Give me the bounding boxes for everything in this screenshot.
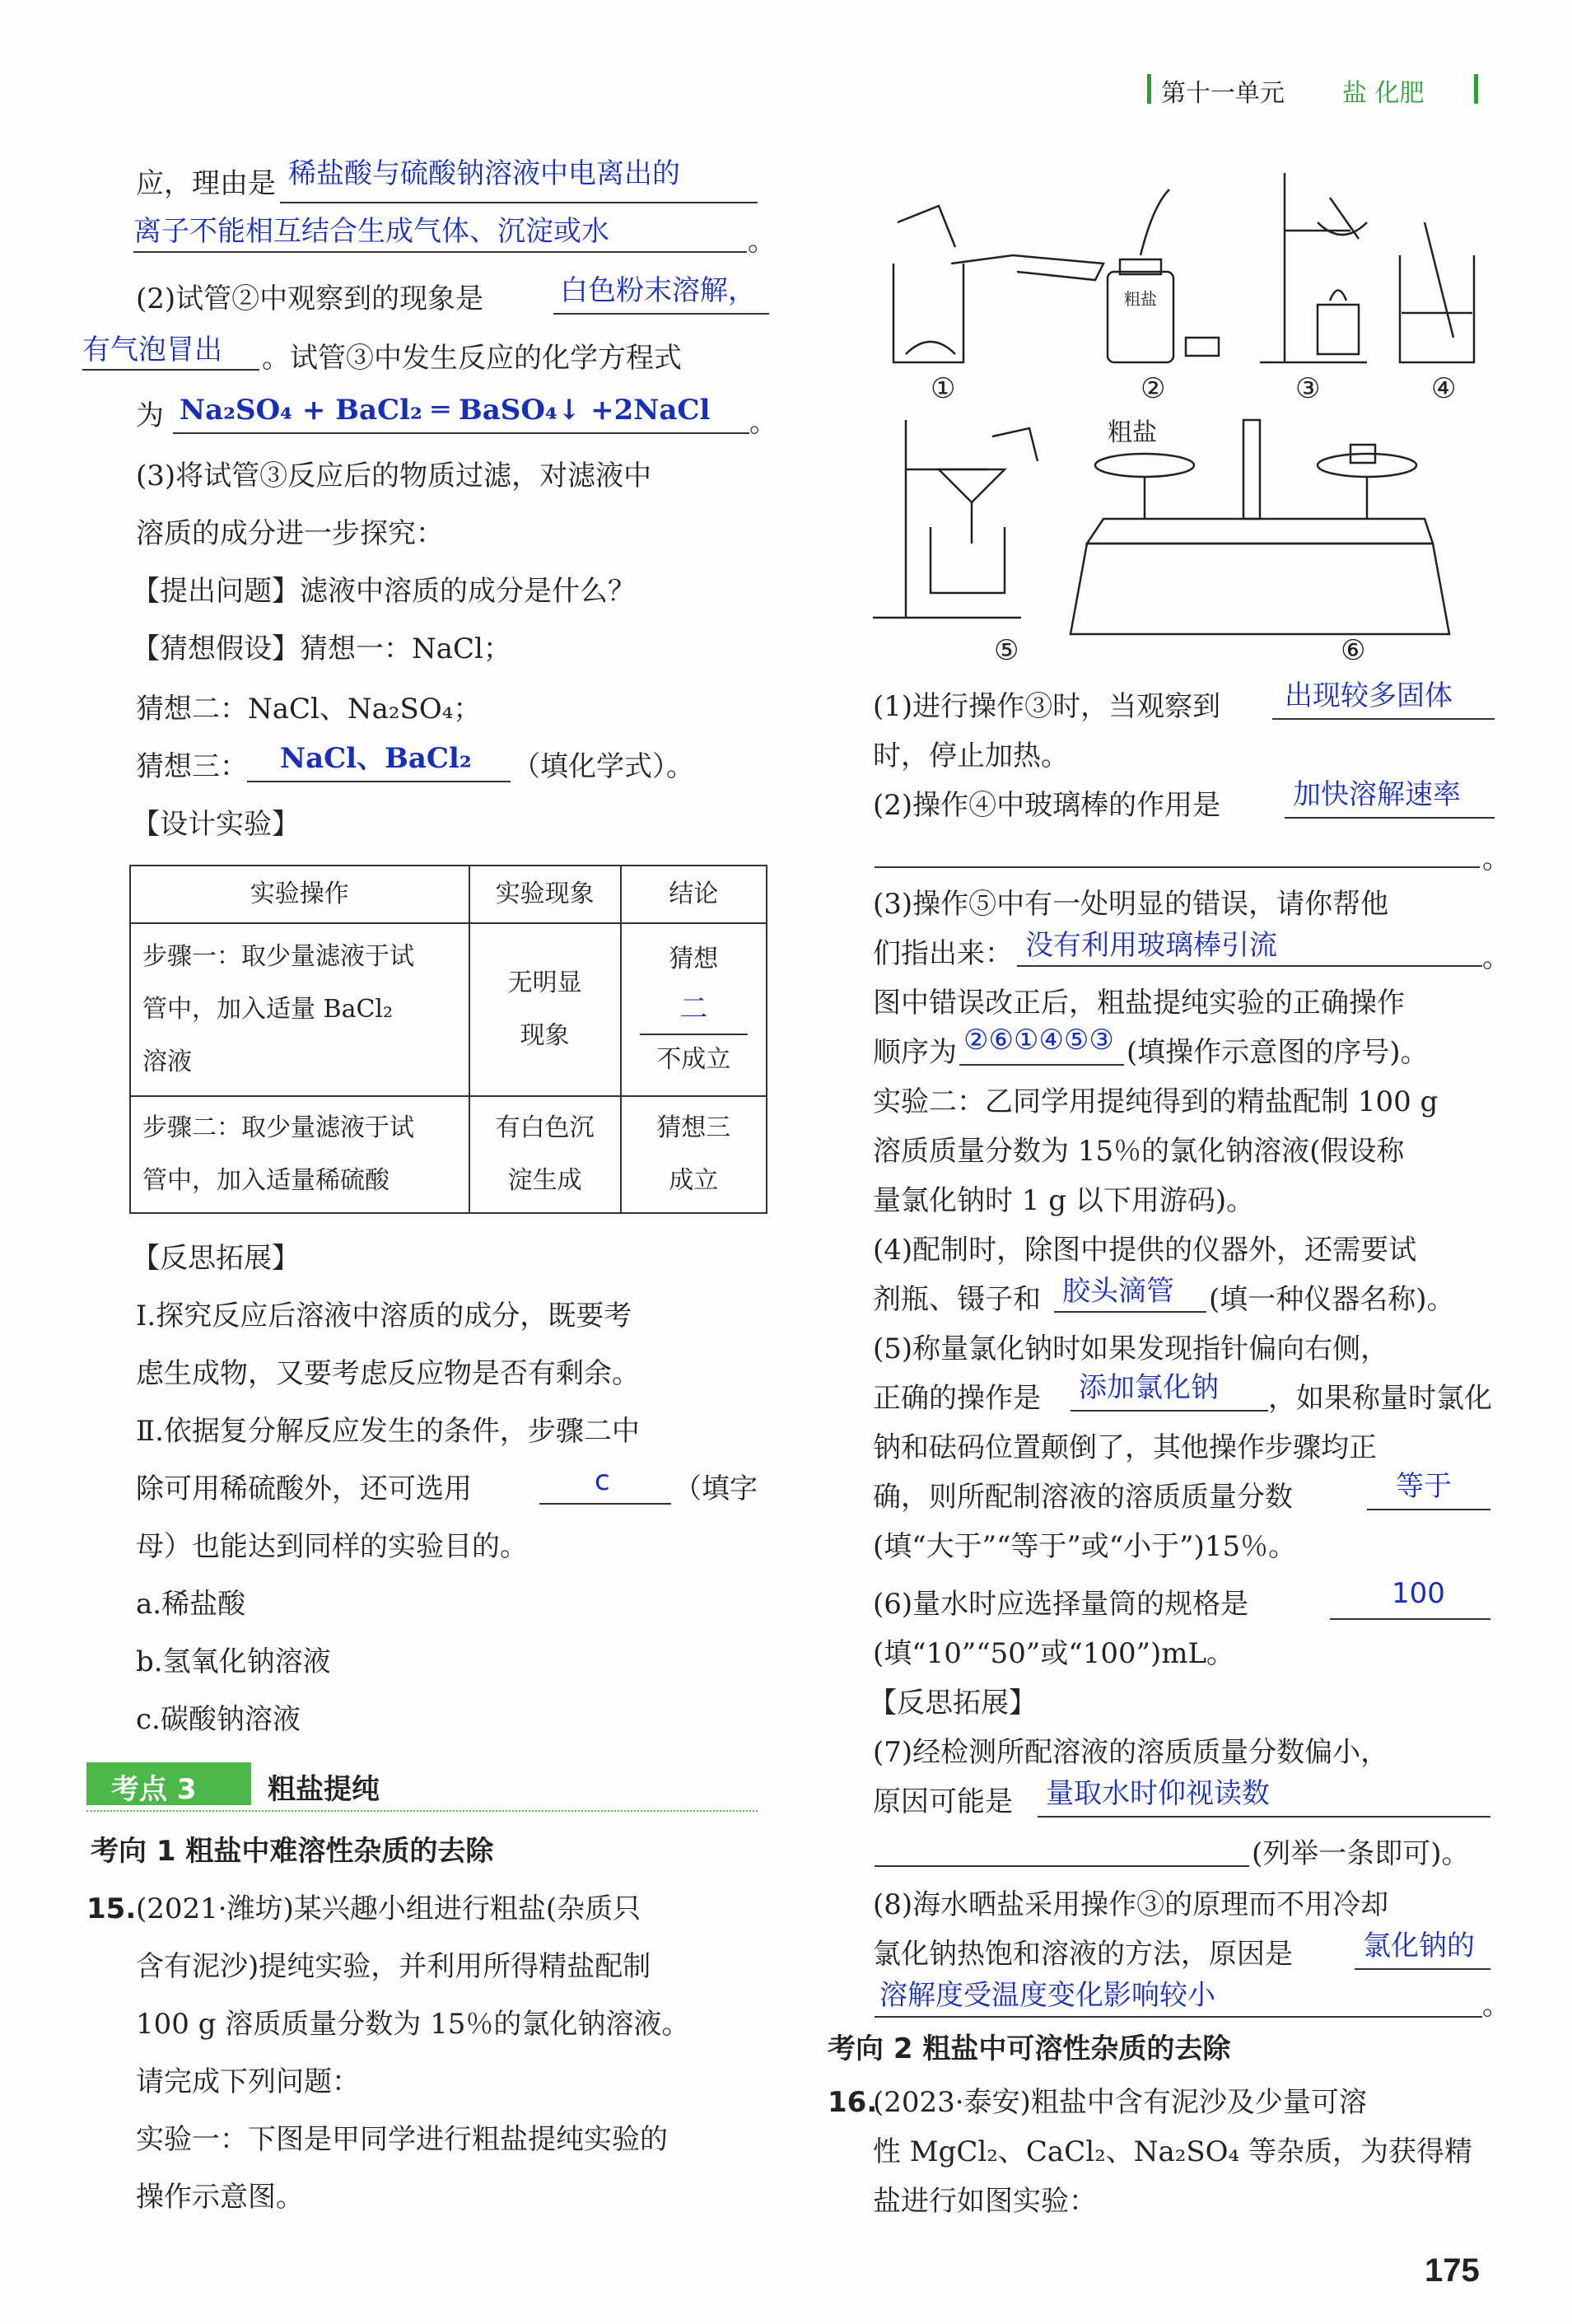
row1-obs1: 无明显 (507, 968, 582, 997)
bottle-label: 粗盐 (1124, 289, 1157, 309)
kaodian-divider (86, 1810, 758, 1812)
p5-line1: (5)称量氯化钠时如果发现指针偏向右侧， (873, 1332, 1389, 1365)
q15-line3: 100 g 溶质质量分数为 15％的氯化钠溶液。 (136, 2008, 690, 2041)
p1-line2: 时，停止加热。 (873, 740, 1069, 772)
hyp3-underline (247, 781, 511, 782)
q16-line2: 性 MgCl₂、CaCl₂、Na₂SO₄ 等杂质，为获得精 (873, 2135, 1472, 2168)
unit-label: 第十一单元 (1161, 79, 1285, 108)
p7-line3: (列举一条即可)。 (1252, 1837, 1470, 1870)
p5-line5: (填“大于”“等于”或“小于”)15％。 (873, 1530, 1297, 1563)
p1-prefix: (1)进行操作③时，当观察到 (873, 690, 1221, 723)
p5-underline (1071, 1410, 1268, 1412)
q2-equation: Na₂SO₄ + BaCl₂ ═ BaSO₄↓ +2NaCl (180, 394, 711, 427)
e2-line1: 实验二：乙同学用提纯得到的精盐配制 100 g (873, 1085, 1439, 1118)
page-number: 175 (1425, 2252, 1480, 2289)
p5-line4-prefix: 确，则所配制溶液的溶质质量分数 (873, 1481, 1293, 1514)
p3-underline (1017, 965, 1482, 967)
p4-answer: 胶头滴管 (1062, 1275, 1174, 1308)
p3-line4-suffix: (填操作示意图的序号)。 (1127, 1036, 1429, 1069)
apparatus-figure (856, 156, 1499, 684)
r2-line2-suffix: （填字 (674, 1472, 758, 1505)
q2-answer2: 有气泡冒出 (82, 334, 222, 366)
row1-op2: 管中，加入适量 BaCl₂ (142, 995, 394, 1024)
unit-title: 盐 化肥 (1342, 79, 1425, 108)
hyp3-answer: NaCl、BaCl₂ (280, 742, 472, 775)
r1-line2: 虑生成物，又要考虑反应物是否有剩余。 (136, 1357, 640, 1390)
q15-line1: (2021·潍坊)某兴趣小组进行粗盐(杂质只 (136, 1892, 641, 1925)
q2-end: 。 (749, 406, 777, 439)
l2-end: 。 (748, 225, 776, 258)
q3-line2: 溶质的成分进一步探究： (136, 517, 444, 550)
p4-suffix: (填一种仪器名称)。 (1209, 1283, 1455, 1316)
l1-answer: 稀盐酸与硫酸钠溶液中电离出的 (288, 157, 680, 190)
option-a: a.稀盐酸 (136, 1588, 246, 1621)
p2-end: 。 (1482, 842, 1510, 875)
row1-op3: 溶液 (142, 1048, 192, 1076)
q15-num: 15. (86, 1892, 137, 1925)
header-bar-left (1147, 74, 1151, 104)
p5-answer: 添加氯化钠 (1079, 1371, 1219, 1404)
row2-op2: 管中，加入适量稀硫酸 (142, 1166, 390, 1195)
r2-answer: c (595, 1464, 610, 1497)
p6-prefix: (6)量水时应选择量筒的规格是 (873, 1588, 1249, 1621)
p4-prefix: 剂瓶、镊子和 (873, 1283, 1041, 1316)
q15-line5: 实验一：下图是甲同学进行粗盐提纯实验的 (136, 2123, 668, 2156)
p7-line1: (7)经检测所配溶液的溶质质量分数偏小， (873, 1736, 1389, 1769)
row1-operation (130, 923, 469, 1096)
p1-underline (1272, 718, 1495, 720)
p5-suffix: ，如果称量时氯化 (1268, 1382, 1492, 1415)
experiment-table (129, 865, 767, 1214)
row2-c2: 成立 (669, 1166, 719, 1195)
p2-underline2 (875, 866, 1480, 868)
reflect-heading-right: 【反思拓展】 (869, 1687, 1037, 1720)
option-b: b.氢氧化钠溶液 (136, 1645, 331, 1678)
p8-end: 。 (1482, 1989, 1510, 2022)
row1-obs2: 现象 (520, 1021, 570, 1050)
p8-underline2 (875, 2016, 1482, 2018)
q16-num: 16. (828, 2086, 878, 2119)
q15-line4: 请完成下列问题： (136, 2065, 360, 2098)
p7-answer: 量取水时仰视读数 (1046, 1777, 1270, 1810)
p8-answer2: 溶解度受温度变化影响较小 (879, 1979, 1215, 2012)
row1-conclusion (621, 923, 767, 1096)
op2-bottle-diagram (1108, 189, 1219, 362)
q15-line6: 操作示意图。 (136, 2181, 304, 2214)
q2-underline2 (82, 369, 259, 371)
p3-prefix: 们指出来： (873, 937, 1013, 970)
p4-line1: (4)配制时，除图中提供的仪器外，还需要试 (873, 1234, 1417, 1267)
p8-line1: (8)海水晒盐采用操作③的原理而不用冷却 (873, 1888, 1389, 1921)
kaodian-label: 考点 3 (111, 1773, 197, 1806)
p3-end: 。 (1482, 941, 1510, 974)
th-phenomenon: 实验现象 (469, 866, 621, 923)
l2-answer: 离子不能相互结合生成气体、沉淀或水 (133, 215, 609, 248)
r2-line1: Ⅱ.依据复分解反应发生的条件，步骤二中 (136, 1415, 640, 1448)
problem: 【提出问题】滤液中溶质的成分是什么？ (132, 575, 636, 608)
op1-dissolve-diagram (893, 206, 1103, 362)
label-2: ② (1141, 372, 1166, 405)
row2-c1: 猜想三 (656, 1113, 731, 1142)
p3-answer: 没有利用玻璃棒引流 (1025, 929, 1277, 962)
q2-text2: 。试管③中发生反应的化学方程式 (262, 342, 682, 375)
r2-underline (539, 1503, 671, 1505)
row2-obs1: 有白色沉 (495, 1113, 595, 1142)
row2-phenomenon (469, 1096, 621, 1213)
op5-filter-diagram (873, 420, 1038, 618)
p6-line2: (填“10”“50”或“100”)mL。 (873, 1637, 1235, 1670)
q3-line1: (3)将试管③反应后的物质过滤，对滤液中 (136, 460, 652, 492)
p1-answer: 出现较多固体 (1285, 679, 1453, 712)
kaoxiang2: 考向 2 粗盐中可溶性杂质的去除 (828, 2032, 1231, 2065)
th-operation: 实验操作 (130, 866, 469, 923)
th-conclusion: 结论 (621, 866, 767, 923)
p2-prefix: (2)操作④中玻璃棒的作用是 (873, 789, 1221, 822)
row2-operation (130, 1096, 469, 1213)
row1-c-prefix: 猜想 (669, 945, 719, 973)
q16-line3: 盐进行如图实验： (873, 2185, 1097, 2218)
hyp1: 【猜想假设】猜想一：NaCl； (132, 632, 511, 665)
q16-line1: (2023·泰安)粗盐中含有泥沙及少量可溶 (873, 2086, 1367, 2119)
hyp2: 猜想二：NaCl、Na₂SO₄； (136, 693, 482, 726)
p2-underline1 (1285, 817, 1495, 819)
p8-underline1 (1355, 1968, 1490, 1970)
l2-underline (133, 251, 747, 253)
row1-phenomenon (469, 923, 621, 1096)
p8-answer1: 氯化钠的 (1363, 1930, 1475, 1962)
p3-order: ②⑥①④⑤③ (963, 1024, 1114, 1057)
e2-line3: 量氯化钠时 1 g 以下用游码)。 (873, 1184, 1255, 1217)
option-c: c.碳酸钠溶液 (136, 1703, 301, 1736)
q15-line2: 含有泥沙)提纯实验，并利用所得精盐配制 (136, 1950, 651, 1983)
row2-conclusion (621, 1096, 767, 1213)
label-3: ③ (1295, 372, 1321, 405)
q2-underline1 (553, 313, 769, 315)
label-4: ④ (1431, 372, 1457, 405)
row1-op1: 步骤一：取少量滤液于试 (142, 942, 414, 971)
hyp3-suffix: （填化学式）。 (512, 750, 694, 783)
p4-underline (1054, 1311, 1206, 1313)
l1-underline (280, 202, 758, 203)
op4-stir-diagram (1400, 222, 1474, 362)
p5-underline2 (1367, 1509, 1490, 1510)
header-bar-right (1474, 74, 1478, 104)
reflect-heading: 【反思拓展】 (132, 1242, 300, 1275)
row1-c-suffix: 不成立 (656, 1045, 731, 1074)
row1-c-answer: 二 (640, 984, 748, 1035)
op3-evaporate-diagram (1260, 173, 1367, 362)
p5-line3: 钠和砝码位置颠倒了，其他操作步骤均正 (873, 1431, 1377, 1464)
p7-underline1 (1038, 1816, 1490, 1818)
p5-prefix: 正确的操作是 (873, 1382, 1041, 1415)
p8-prefix: 氯化钠热饱和溶液的方法，原因是 (873, 1938, 1293, 1971)
row2-obs2: 淀生成 (507, 1166, 582, 1195)
p2-answer: 加快溶解速率 (1293, 778, 1461, 811)
r1-line1: Ⅰ.探究反应后溶液中溶质的成分，既要考 (136, 1300, 632, 1332)
r2-line3: 母）也能达到同样的实验目的。 (136, 1530, 528, 1563)
p3-line1: (3)操作⑤中有一处明显的错误，请你帮他 (873, 888, 1389, 921)
label-6: ⑥ (1341, 634, 1366, 667)
p5-answer2: 等于 (1396, 1470, 1452, 1503)
label-5: ⑤ (994, 634, 1019, 667)
p6-answer: 100 (1392, 1577, 1445, 1610)
p3-line3: 图中错误改正后，粗盐提纯实验的正确操作 (873, 987, 1405, 1020)
p3-line4-prefix: 顺序为 (873, 1036, 957, 1069)
p7-prefix: 原因可能是 (873, 1785, 1013, 1818)
balance-label: 粗盐 (1108, 418, 1157, 447)
l1-prefix: 应，理由是 (136, 167, 276, 200)
q2-eq-underline (173, 432, 749, 434)
design-heading: 【设计实验】 (132, 808, 300, 841)
q2-answer1: 白色粉末溶解， (560, 274, 756, 307)
kaoxiang1: 考向 1 粗盐中难溶性杂质的去除 (91, 1835, 494, 1868)
q2-text3: 为 (136, 399, 164, 432)
row2-op1: 步骤二：取少量滤液于试 (142, 1113, 414, 1142)
p7-underline2 (875, 1865, 1249, 1867)
p3-order-underline (959, 1064, 1124, 1066)
p6-underline (1330, 1618, 1490, 1620)
hyp3-prefix: 猜想三： (136, 750, 248, 783)
e2-line2: 溶质质量分数为 15％的氯化钠溶液(假设称 (873, 1135, 1405, 1168)
r2-line2-prefix: 除可用稀硫酸外，还可选用 (136, 1472, 472, 1505)
op6-balance-diagram (1071, 420, 1449, 634)
kaodian-title: 粗盐提纯 (268, 1773, 380, 1806)
label-1: ① (931, 372, 956, 405)
q2-text: (2)试管②中观察到的现象是 (136, 282, 484, 315)
